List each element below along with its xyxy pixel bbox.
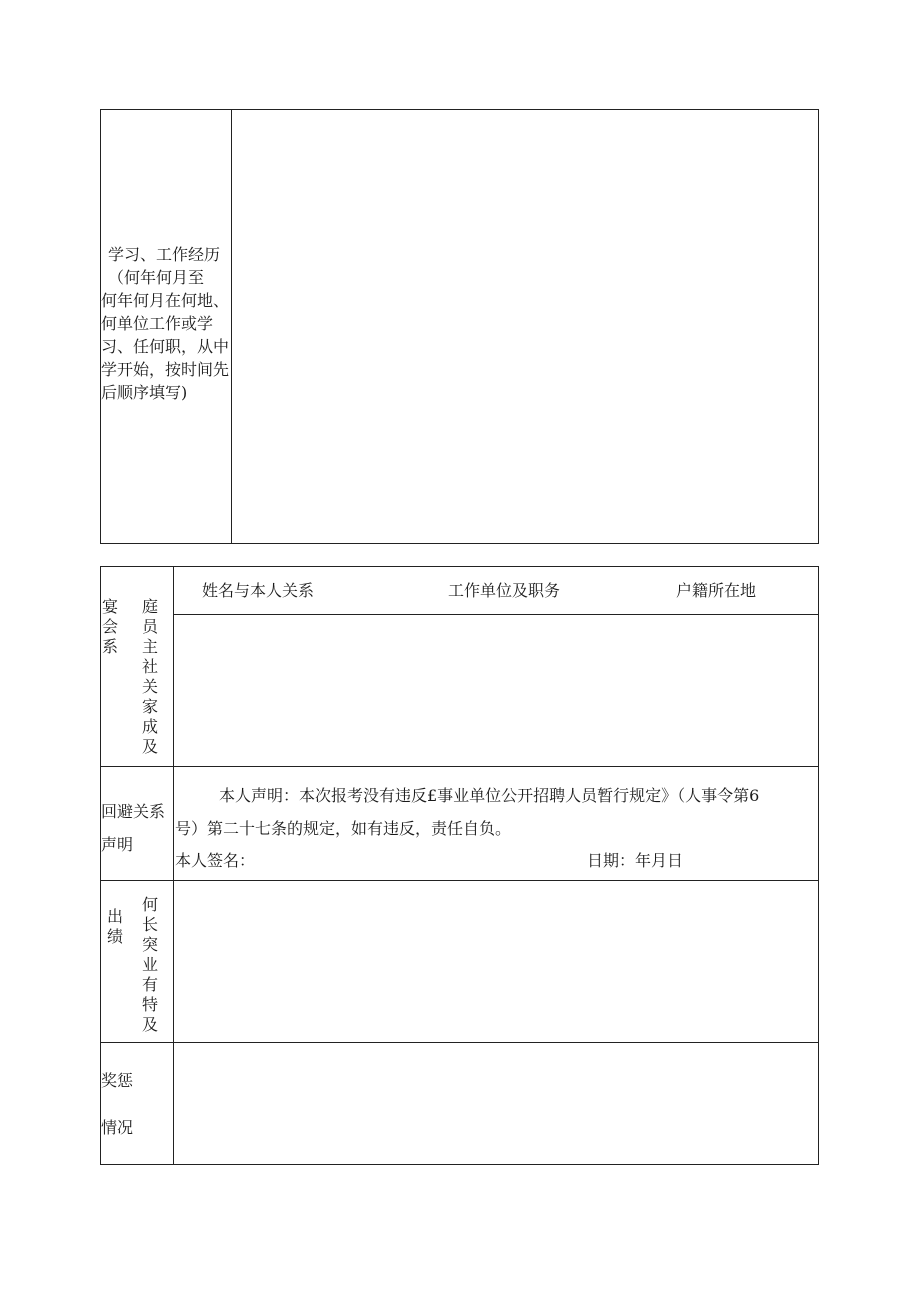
- experience-label-line-4: 何单位工作或学: [101, 314, 214, 333]
- avoidance-statement-line-2: 号）第二十七条的规定，如有违反，责任自负。: [175, 819, 512, 838]
- experience-label-line-3: 何年何月在何地、: [101, 291, 230, 310]
- experience-label-line-2: （何年何月至: [108, 268, 205, 287]
- rewards-label-line-2: 情况: [101, 1118, 134, 1137]
- achievements-label-col-1: 出绩: [106, 907, 123, 946]
- family-header-household-registration: 户籍所在地: [676, 581, 757, 600]
- signature-label: 本人签名：: [175, 851, 256, 870]
- avoidance-statement-line-1: 本人声明：本次报考没有违反£事业单位公开招聘人员暂行规定》（人事令第6: [219, 786, 760, 805]
- family-label-col-2: 庭员主社关家成及: [141, 597, 158, 756]
- experience-label-line-7: 后顺序填写): [101, 383, 188, 402]
- achievements-label-col-2: 何长突业有特及: [141, 895, 158, 1034]
- avoidance-label-line-2: 声明: [101, 835, 134, 854]
- experience-label-line-6: 学开始，按时间先: [101, 360, 230, 379]
- family-members-content-cell[interactable]: [174, 615, 818, 765]
- avoidance-label-line-1: 回避关系: [101, 802, 166, 821]
- experience-content-cell[interactable]: [232, 110, 818, 543]
- experience-label-line-1: 学习、工作经历: [108, 245, 221, 264]
- experience-label: [101, 243, 231, 404]
- achievements-content-cell[interactable]: [174, 881, 818, 1041]
- family-label-col-1: 宴会系: [101, 597, 118, 656]
- rewards-label-line-1: 奖惩: [101, 1071, 134, 1090]
- family-header-employer-position: 工作单位及职务: [448, 581, 561, 600]
- date-label: 日期：年月日: [587, 851, 684, 870]
- family-header-name-relation: 姓名与本人关系: [202, 581, 315, 600]
- experience-label-line-5: 习、任何职，从中: [101, 337, 230, 356]
- row-divider-1: [100, 766, 819, 767]
- rewards-content-cell[interactable]: [174, 1043, 818, 1164]
